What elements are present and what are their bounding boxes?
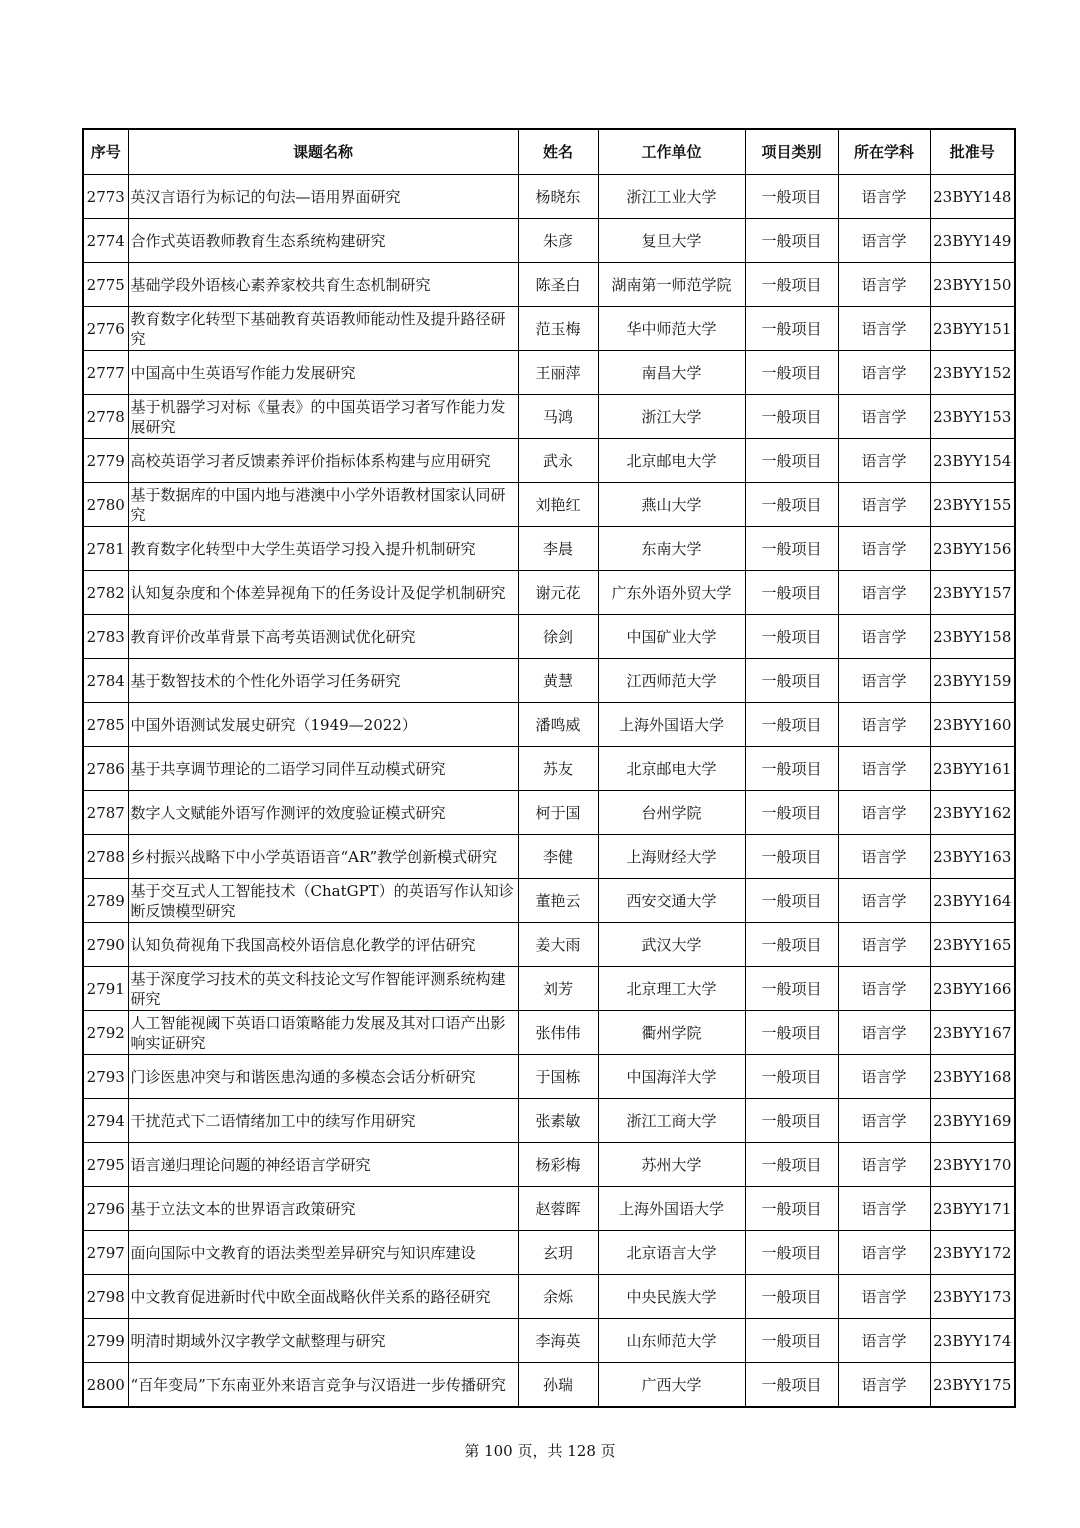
cell-subject: 语言学 [838,527,930,571]
cell-subject: 语言学 [838,1143,930,1187]
cell-name: 张素敏 [518,1099,598,1143]
cell-title: 教育数字化转型中大学生英语学习投入提升机制研究 [128,527,518,571]
table-body [83,175,1015,1408]
cell-category: 一般项目 [745,307,838,351]
cell-code: 23BYY161 [930,747,1015,791]
cell-title: 基于立法文本的世界语言政策研究 [128,1187,518,1231]
cell-unit: 浙江工业大学 [598,175,745,219]
cell-code: 23BYY151 [930,307,1015,351]
cell-subject: 语言学 [838,1319,930,1363]
cell-code: 23BYY165 [930,923,1015,967]
cell-title: 认知复杂度和个体差异视角下的任务设计及促学机制研究 [128,571,518,615]
cell-code: 23BYY155 [930,483,1015,527]
table-row [83,923,1015,967]
cell-serial: 2798 [83,1275,128,1319]
cell-name: 孙瑞 [518,1363,598,1408]
table-row [83,1143,1015,1187]
cell-title: 基于交互式人工智能技术（ChatGPT）的英语写作认知诊断反馈模型研究 [128,879,518,923]
cell-unit: 北京邮电大学 [598,439,745,483]
table-row [83,1319,1015,1363]
cell-name: 董艳云 [518,879,598,923]
cell-serial: 2783 [83,615,128,659]
cell-serial: 2773 [83,175,128,219]
cell-name: 玄玥 [518,1231,598,1275]
cell-category: 一般项目 [745,571,838,615]
cell-code: 23BYY170 [930,1143,1015,1187]
cell-unit: 衢州学院 [598,1011,745,1055]
cell-name: 武永 [518,439,598,483]
cell-category: 一般项目 [745,1319,838,1363]
cell-title: 数字人文赋能外语写作测评的效度验证模式研究 [128,791,518,835]
cell-unit: 上海财经大学 [598,835,745,879]
cell-code: 23BYY175 [930,1363,1015,1408]
cell-subject: 语言学 [838,967,930,1011]
cell-serial: 2777 [83,351,128,395]
cell-category: 一般项目 [745,747,838,791]
cell-category: 一般项目 [745,879,838,923]
table-row [83,659,1015,703]
cell-serial: 2780 [83,483,128,527]
cell-title: 教育评价改革背景下高考英语测试优化研究 [128,615,518,659]
cell-serial: 2775 [83,263,128,307]
cell-subject: 语言学 [838,1099,930,1143]
cell-subject: 语言学 [838,659,930,703]
cell-name: 李晨 [518,527,598,571]
cell-name: 刘艳红 [518,483,598,527]
cell-unit: 湖南第一师范学院 [598,263,745,307]
cell-serial: 2781 [83,527,128,571]
cell-unit: 复旦大学 [598,219,745,263]
cell-serial: 2784 [83,659,128,703]
cell-unit: 浙江工商大学 [598,1099,745,1143]
cell-subject: 语言学 [838,923,930,967]
cell-subject: 语言学 [838,747,930,791]
cell-subject: 语言学 [838,571,930,615]
table-row [83,571,1015,615]
table-row [83,307,1015,351]
table-row [83,439,1015,483]
header-unit: 工作单位 [598,129,745,175]
cell-title: “百年变局”下东南亚外来语言竞争与汉语进一步传播研究 [128,1363,518,1408]
cell-name: 范玉梅 [518,307,598,351]
table-header-row [83,129,1015,175]
cell-unit: 苏州大学 [598,1143,745,1187]
cell-serial: 2776 [83,307,128,351]
cell-title: 乡村振兴战略下中小学英语语音“AR”教学创新模式研究 [128,835,518,879]
cell-title: 基于机器学习对标《量表》的中国英语学习者写作能力发展研究 [128,395,518,439]
table-row [83,1187,1015,1231]
cell-title: 教育数字化转型下基础教育英语教师能动性及提升路径研究 [128,307,518,351]
cell-name: 陈圣白 [518,263,598,307]
cell-unit: 北京理工大学 [598,967,745,1011]
cell-code: 23BYY166 [930,967,1015,1011]
table-row [83,879,1015,923]
cell-subject: 语言学 [838,219,930,263]
cell-name: 李健 [518,835,598,879]
cell-category: 一般项目 [745,395,838,439]
cell-code: 23BYY148 [930,175,1015,219]
cell-unit: 中央民族大学 [598,1275,745,1319]
cell-title: 基于深度学习技术的英文科技论文写作智能评测系统构建研究 [128,967,518,1011]
cell-name: 谢元花 [518,571,598,615]
cell-serial: 2790 [83,923,128,967]
cell-name: 姜大雨 [518,923,598,967]
cell-serial: 2785 [83,703,128,747]
cell-category: 一般项目 [745,659,838,703]
cell-title: 基础学段外语核心素养家校共育生态机制研究 [128,263,518,307]
cell-subject: 语言学 [838,703,930,747]
cell-unit: 上海外国语大学 [598,703,745,747]
cell-subject: 语言学 [838,791,930,835]
cell-subject: 语言学 [838,1187,930,1231]
cell-unit: 北京邮电大学 [598,747,745,791]
cell-code: 23BYY164 [930,879,1015,923]
cell-category: 一般项目 [745,527,838,571]
cell-name: 黄慧 [518,659,598,703]
cell-code: 23BYY174 [930,1319,1015,1363]
cell-subject: 语言学 [838,307,930,351]
cell-category: 一般项目 [745,835,838,879]
header-title: 课题名称 [128,129,518,175]
cell-category: 一般项目 [745,351,838,395]
cell-category: 一般项目 [745,923,838,967]
cell-title: 人工智能视阈下英语口语策略能力发展及其对口语产出影响实证研究 [128,1011,518,1055]
cell-category: 一般项目 [745,1363,838,1408]
table-row [83,1231,1015,1275]
cell-title: 认知负荷视角下我国高校外语信息化教学的评估研究 [128,923,518,967]
cell-name: 刘芳 [518,967,598,1011]
cell-name: 李海英 [518,1319,598,1363]
table-row [83,1055,1015,1099]
cell-serial: 2789 [83,879,128,923]
table-row [83,835,1015,879]
cell-name: 于国栋 [518,1055,598,1099]
cell-unit: 南昌大学 [598,351,745,395]
cell-subject: 语言学 [838,835,930,879]
cell-name: 徐剑 [518,615,598,659]
table-row [83,1363,1015,1408]
cell-name: 潘鸣威 [518,703,598,747]
cell-code: 23BYY149 [930,219,1015,263]
cell-category: 一般项目 [745,219,838,263]
cell-serial: 2774 [83,219,128,263]
cell-unit: 西安交通大学 [598,879,745,923]
cell-unit: 广东外语外贸大学 [598,571,745,615]
cell-category: 一般项目 [745,1275,838,1319]
cell-subject: 语言学 [838,439,930,483]
cell-serial: 2795 [83,1143,128,1187]
cell-name: 马鸿 [518,395,598,439]
cell-category: 一般项目 [745,483,838,527]
cell-code: 23BYY156 [930,527,1015,571]
cell-subject: 语言学 [838,395,930,439]
cell-title: 中国高中生英语写作能力发展研究 [128,351,518,395]
cell-subject: 语言学 [838,1055,930,1099]
header-subject: 所在学科 [838,129,930,175]
cell-unit: 浙江大学 [598,395,745,439]
cell-code: 23BYY152 [930,351,1015,395]
cell-serial: 2788 [83,835,128,879]
table-row [83,1099,1015,1143]
header-category: 项目类别 [745,129,838,175]
cell-serial: 2799 [83,1319,128,1363]
cell-subject: 语言学 [838,1011,930,1055]
cell-category: 一般项目 [745,1011,838,1055]
cell-title: 面向国际中文教育的语法类型差异研究与知识库建设 [128,1231,518,1275]
cell-code: 23BYY167 [930,1011,1015,1055]
table-row [83,967,1015,1011]
cell-unit: 武汉大学 [598,923,745,967]
cell-serial: 2779 [83,439,128,483]
table-row [83,175,1015,219]
cell-code: 23BYY159 [930,659,1015,703]
cell-category: 一般项目 [745,263,838,307]
cell-title: 干扰范式下二语情绪加工中的续写作用研究 [128,1099,518,1143]
cell-unit: 中国矿业大学 [598,615,745,659]
table-row [83,263,1015,307]
header-name: 姓名 [518,129,598,175]
cell-unit: 山东师范大学 [598,1319,745,1363]
cell-code: 23BYY171 [930,1187,1015,1231]
table-row [83,527,1015,571]
cell-serial: 2796 [83,1187,128,1231]
table-row [83,703,1015,747]
cell-category: 一般项目 [745,1231,838,1275]
cell-name: 柯于国 [518,791,598,835]
header-code: 批准号 [930,129,1015,175]
cell-serial: 2791 [83,967,128,1011]
cell-unit: 燕山大学 [598,483,745,527]
cell-serial: 2792 [83,1011,128,1055]
cell-category: 一般项目 [745,1143,838,1187]
cell-code: 23BYY150 [930,263,1015,307]
cell-unit: 北京语言大学 [598,1231,745,1275]
project-list-table [82,128,1016,1408]
header-serial: 序号 [83,129,128,175]
cell-name: 杨晓东 [518,175,598,219]
table-row [83,483,1015,527]
cell-code: 23BYY173 [930,1275,1015,1319]
cell-name: 张伟伟 [518,1011,598,1055]
table-row [83,615,1015,659]
cell-category: 一般项目 [745,439,838,483]
cell-title: 基于数智技术的个性化外语学习任务研究 [128,659,518,703]
cell-code: 23BYY158 [930,615,1015,659]
cell-subject: 语言学 [838,483,930,527]
cell-category: 一般项目 [745,703,838,747]
cell-code: 23BYY168 [930,1055,1015,1099]
cell-unit: 华中师范大学 [598,307,745,351]
cell-unit: 广西大学 [598,1363,745,1408]
cell-serial: 2797 [83,1231,128,1275]
table-row [83,1275,1015,1319]
cell-unit: 中国海洋大学 [598,1055,745,1099]
cell-serial: 2778 [83,395,128,439]
table-row [83,1011,1015,1055]
cell-code: 23BYY163 [930,835,1015,879]
cell-name: 余烁 [518,1275,598,1319]
cell-category: 一般项目 [745,791,838,835]
cell-subject: 语言学 [838,879,930,923]
table-row [83,351,1015,395]
page-number: 第 100 页，共 128 页 [464,1442,616,1460]
cell-title: 英汉言语行为标记的句法—语用界面研究 [128,175,518,219]
cell-code: 23BYY162 [930,791,1015,835]
cell-name: 杨彩梅 [518,1143,598,1187]
cell-serial: 2787 [83,791,128,835]
cell-code: 23BYY157 [930,571,1015,615]
cell-unit: 台州学院 [598,791,745,835]
cell-title: 语言递归理论问题的神经语言学研究 [128,1143,518,1187]
cell-unit: 上海外国语大学 [598,1187,745,1231]
table-row [83,747,1015,791]
cell-title: 中国外语测试发展史研究（1949—2022） [128,703,518,747]
cell-category: 一般项目 [745,967,838,1011]
cell-subject: 语言学 [838,1275,930,1319]
table-row [83,395,1015,439]
cell-category: 一般项目 [745,615,838,659]
cell-serial: 2782 [83,571,128,615]
cell-title: 合作式英语教师教育生态系统构建研究 [128,219,518,263]
cell-name: 朱彦 [518,219,598,263]
cell-code: 23BYY153 [930,395,1015,439]
cell-category: 一般项目 [745,175,838,219]
cell-unit: 江西师范大学 [598,659,745,703]
cell-subject: 语言学 [838,615,930,659]
cell-category: 一般项目 [745,1055,838,1099]
cell-subject: 语言学 [838,1363,930,1408]
cell-code: 23BYY160 [930,703,1015,747]
cell-name: 苏友 [518,747,598,791]
cell-subject: 语言学 [838,1231,930,1275]
cell-serial: 2793 [83,1055,128,1099]
cell-category: 一般项目 [745,1099,838,1143]
table-row [83,791,1015,835]
cell-title: 门诊医患冲突与和谐医患沟通的多模态会话分析研究 [128,1055,518,1099]
cell-name: 王丽萍 [518,351,598,395]
cell-category: 一般项目 [745,1187,838,1231]
cell-subject: 语言学 [838,175,930,219]
cell-subject: 语言学 [838,351,930,395]
cell-title: 基于共享调节理论的二语学习同伴互动模式研究 [128,747,518,791]
cell-serial: 2794 [83,1099,128,1143]
cell-code: 23BYY169 [930,1099,1015,1143]
cell-serial: 2800 [83,1363,128,1408]
cell-title: 明清时期域外汉字教学文献整理与研究 [128,1319,518,1363]
cell-name: 赵蓉晖 [518,1187,598,1231]
cell-code: 23BYY154 [930,439,1015,483]
cell-title: 基于数据库的中国内地与港澳中小学外语教材国家认同研究 [128,483,518,527]
cell-subject: 语言学 [838,263,930,307]
cell-title: 中文教育促进新时代中欧全面战略伙伴关系的路径研究 [128,1275,518,1319]
cell-serial: 2786 [83,747,128,791]
cell-unit: 东南大学 [598,527,745,571]
cell-title: 高校英语学习者反馈素养评价指标体系构建与应用研究 [128,439,518,483]
cell-code: 23BYY172 [930,1231,1015,1275]
table-row [83,219,1015,263]
